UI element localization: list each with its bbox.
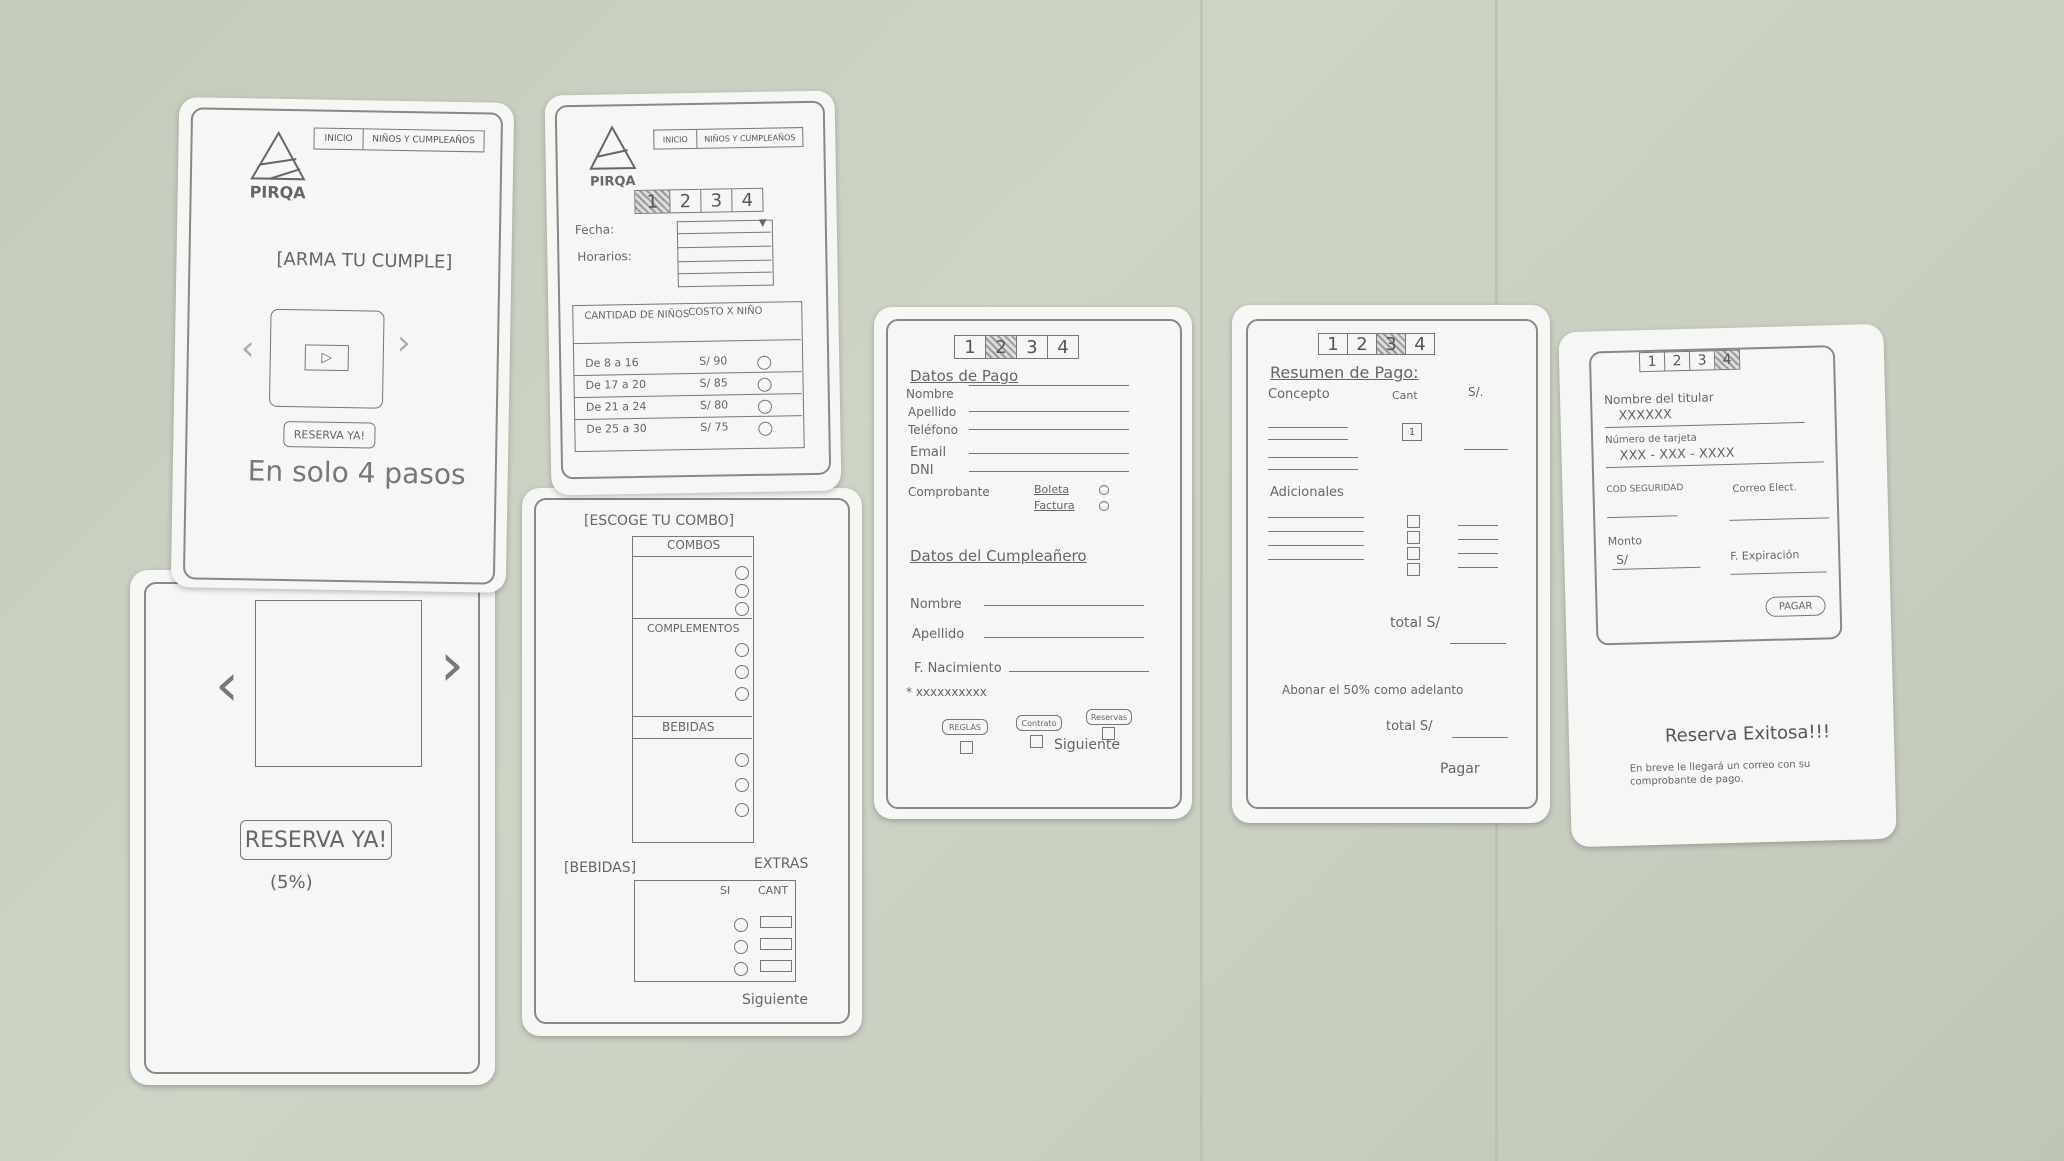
- qty-value: 1: [1408, 426, 1416, 438]
- extra-qty-input[interactable]: [760, 938, 792, 950]
- section-combos: COMBOS: [667, 538, 721, 552]
- pago-field-input[interactable]: [969, 385, 1129, 386]
- bebida-radio[interactable]: [735, 753, 749, 767]
- reserve-button-label: RESERVA YA!: [244, 827, 388, 853]
- sketch-screen-home-top: [171, 97, 515, 593]
- price-row-range: De 21 a 24: [585, 399, 647, 414]
- step-1[interactable]: 1: [955, 336, 986, 358]
- pay-link[interactable]: Pagar: [1440, 761, 1480, 777]
- price-row-price: S/ 75: [700, 420, 729, 434]
- complemento-radio[interactable]: [735, 687, 749, 701]
- card-value[interactable]: XXX - XXX - XXXX: [1619, 445, 1735, 464]
- cumple-field-label: F. Nacimiento: [914, 661, 1002, 676]
- extras-left-label: [BEBIDAS]: [564, 860, 637, 876]
- nav-inicio[interactable]: INICIO: [314, 128, 363, 149]
- qty-box[interactable]: [1402, 423, 1422, 441]
- bebida-radio[interactable]: [735, 803, 749, 817]
- logo-text: PIRQA: [589, 173, 636, 190]
- pirqa-logo-icon: [587, 124, 638, 173]
- cumple-field-label: Nombre: [910, 597, 962, 612]
- monto-value[interactable]: S/: [1616, 552, 1629, 567]
- video-caption-label: RESERVA YA!: [293, 427, 366, 442]
- bebida-radio[interactable]: [735, 778, 749, 792]
- step-3[interactable]: 3: [701, 189, 732, 212]
- adicional-checkbox[interactable]: [1407, 515, 1420, 528]
- pago-field-input[interactable]: [969, 453, 1129, 454]
- terms-reglas[interactable]: [942, 719, 988, 735]
- chevron-left-icon[interactable]: ‹: [215, 650, 239, 720]
- monto-label: Monto: [1607, 534, 1643, 549]
- pago-field-label: Email: [910, 445, 947, 460]
- card-label: Número de tarjeta: [1605, 432, 1697, 447]
- price-row-range: De 8 a 16: [585, 355, 639, 370]
- price-row-price: S/ 80: [699, 398, 729, 412]
- extra-qty-input[interactable]: [760, 916, 792, 928]
- table-header-cantidad: CANTIDAD DE NIÑOS: [584, 309, 690, 322]
- carousel-image-placeholder: [255, 600, 422, 767]
- col-cant: Cant: [1392, 389, 1418, 402]
- adicional-checkbox[interactable]: [1407, 547, 1420, 560]
- sketch-screen-summary: [1232, 305, 1550, 823]
- step-4[interactable]: 4: [741, 189, 754, 211]
- top-nav: [653, 127, 803, 150]
- chevron-left-icon[interactable]: ‹: [240, 328, 255, 369]
- success-title: Reserva Exitosa!!!: [1664, 721, 1831, 747]
- complemento-radio[interactable]: [735, 665, 749, 679]
- extras-right-label: EXTRAS: [754, 856, 809, 872]
- step-2[interactable]: 2: [1665, 352, 1690, 371]
- step-1[interactable]: 1: [1640, 353, 1665, 372]
- step-4[interactable]: 4: [1414, 333, 1426, 355]
- option-boleta[interactable]: Boleta: [1034, 483, 1070, 496]
- combo-radio[interactable]: [735, 584, 749, 598]
- extra-radio[interactable]: [734, 940, 748, 954]
- adicionales-label: Adicionales: [1270, 485, 1344, 500]
- extra-radio[interactable]: [734, 918, 748, 932]
- summary-title: Resumen de Pago:: [1270, 363, 1419, 382]
- dropdown-arrow-icon[interactable]: ▼: [758, 217, 767, 229]
- step-2[interactable]: 2: [986, 336, 1017, 358]
- play-icon[interactable]: ▷: [305, 344, 349, 371]
- extras-header-si: SI: [720, 884, 731, 897]
- cumple-field-input[interactable]: [984, 605, 1144, 606]
- step-indicator: [634, 188, 763, 214]
- step-4[interactable]: 4: [1715, 351, 1739, 370]
- col-concepto: Concepto: [1268, 387, 1330, 402]
- pago-title: Datos de Pago: [910, 367, 1019, 385]
- pago-field-input[interactable]: [969, 429, 1129, 430]
- adicional-checkbox[interactable]: [1407, 563, 1420, 576]
- titular-label: Nombre del titular: [1603, 390, 1714, 408]
- terms-checkbox[interactable]: [1030, 735, 1043, 748]
- nav-inicio[interactable]: INICIO: [654, 130, 697, 149]
- step-1[interactable]: 1: [1319, 334, 1348, 354]
- terms-contrato-label: Contrato: [1021, 718, 1057, 728]
- table-seam: [1200, 0, 1203, 1161]
- steps-text: En solo 4 pasos: [247, 454, 466, 492]
- section-bebidas: BEBIDAS: [662, 720, 715, 734]
- step-4[interactable]: 4: [1057, 336, 1069, 358]
- extra-radio[interactable]: [734, 962, 748, 976]
- combo-radio[interactable]: [735, 602, 749, 616]
- step-indicator: [954, 335, 1079, 359]
- combo-title: [ESCOGE TU COMBO]: [584, 513, 735, 529]
- section-complementos: COMPLEMENTOS: [647, 622, 740, 635]
- price-row-price: S/ 90: [699, 354, 728, 368]
- step-indicator: [1318, 333, 1435, 355]
- step-3[interactable]: 3: [1690, 351, 1715, 370]
- pago-field-input[interactable]: [969, 411, 1129, 412]
- pirqa-logo-icon: [248, 128, 309, 184]
- step-2[interactable]: 2: [670, 190, 701, 213]
- nav-ninos[interactable]: NIÑOS Y CUMPLEAÑOS: [372, 134, 475, 147]
- reserve-button[interactable]: [240, 820, 392, 860]
- step-2[interactable]: 2: [1348, 334, 1377, 354]
- extras-header-cant: CANT: [758, 884, 789, 897]
- titular-value[interactable]: XXXXXX: [1618, 407, 1673, 424]
- video-caption-button[interactable]: [283, 421, 375, 449]
- price-row-range: De 25 a 30: [586, 421, 647, 436]
- comprobante-label: Comprobante: [908, 485, 990, 499]
- option-factura[interactable]: Factura: [1034, 499, 1075, 512]
- combo-radio[interactable]: [735, 566, 749, 580]
- col-price: S/.: [1468, 385, 1484, 399]
- cumple-title: Datos del Cumpleañero: [910, 547, 1087, 565]
- option-radio[interactable]: [1099, 501, 1109, 511]
- success-note: En breve le llegará un correo con su comprobante de pago.: [1629, 758, 1811, 788]
- option-radio[interactable]: [1099, 485, 1109, 495]
- terms-checkbox[interactable]: [960, 741, 973, 754]
- price-row-range: De 17 a 20: [585, 377, 647, 392]
- adicional-checkbox[interactable]: [1407, 531, 1420, 544]
- cumple-field-label: Apellido: [912, 627, 965, 642]
- step-3[interactable]: 3: [1377, 334, 1406, 354]
- reserve-note: (5%): [270, 872, 313, 893]
- total-label: total S/: [1390, 615, 1441, 631]
- pago-field-label: DNI: [910, 463, 934, 478]
- total2-label: total S/: [1386, 719, 1433, 734]
- next-link[interactable]: Siguiente: [1054, 737, 1121, 753]
- horarios-label: Horarios:: [577, 249, 633, 265]
- date-select[interactable]: [677, 217, 774, 288]
- pay-button[interactable]: [1765, 595, 1826, 617]
- fecha-label: Fecha:: [574, 222, 615, 238]
- terms-contrato[interactable]: [1016, 715, 1062, 731]
- sketch-screen-payment-data: [874, 307, 1192, 819]
- expiry-label: F. Expiración: [1730, 548, 1800, 563]
- pago-field-input[interactable]: [969, 471, 1129, 472]
- terms-reservas[interactable]: [1086, 709, 1132, 725]
- cvv-label: COD SEGURIDAD: [1606, 483, 1684, 496]
- sketch-screen-combos: [522, 488, 862, 1036]
- terms-reglas-label: REGLAS: [948, 722, 981, 732]
- table-header-costo: COSTO X NIÑO: [688, 305, 763, 319]
- cumple-field-input[interactable]: [1009, 671, 1149, 672]
- pago-field-label: Apellido: [908, 405, 957, 419]
- step-indicator: [1639, 350, 1740, 373]
- pago-field-label: Teléfono: [908, 423, 958, 437]
- email-label: Correo Elect.: [1732, 482, 1797, 495]
- pago-field-label: Nombre: [906, 387, 954, 401]
- top-nav: [313, 127, 484, 152]
- banner-title: [ARMA TU CUMPLE]: [276, 248, 453, 273]
- step-3[interactable]: 3: [1017, 336, 1048, 358]
- next-link[interactable]: Siguiente: [742, 992, 809, 1008]
- pay-button-label: PAGAR: [1778, 600, 1813, 613]
- nav-ninos[interactable]: NIÑOS Y CUMPLEAÑOS: [704, 132, 796, 144]
- scribble-note: * xxxxxxxxxx: [906, 685, 987, 699]
- sketch-screen-home-bottom: [130, 570, 495, 1085]
- complemento-radio[interactable]: [735, 643, 749, 657]
- cumple-field-input[interactable]: [984, 637, 1144, 638]
- step-1[interactable]: 1: [635, 190, 670, 213]
- sketch-screen-date: [545, 90, 842, 495]
- price-row-price: S/ 85: [699, 376, 728, 390]
- chevron-right-icon[interactable]: ›: [440, 630, 464, 700]
- terms-reservas-label: Reservas: [1090, 712, 1128, 722]
- logo-text: PIRQA: [249, 182, 306, 203]
- advance-text: Abonar el 50% como adelanto: [1282, 683, 1464, 697]
- chevron-right-icon[interactable]: ›: [396, 322, 412, 364]
- sketch-screen-card-payment: [1558, 324, 1896, 847]
- extra-qty-input[interactable]: [760, 960, 792, 972]
